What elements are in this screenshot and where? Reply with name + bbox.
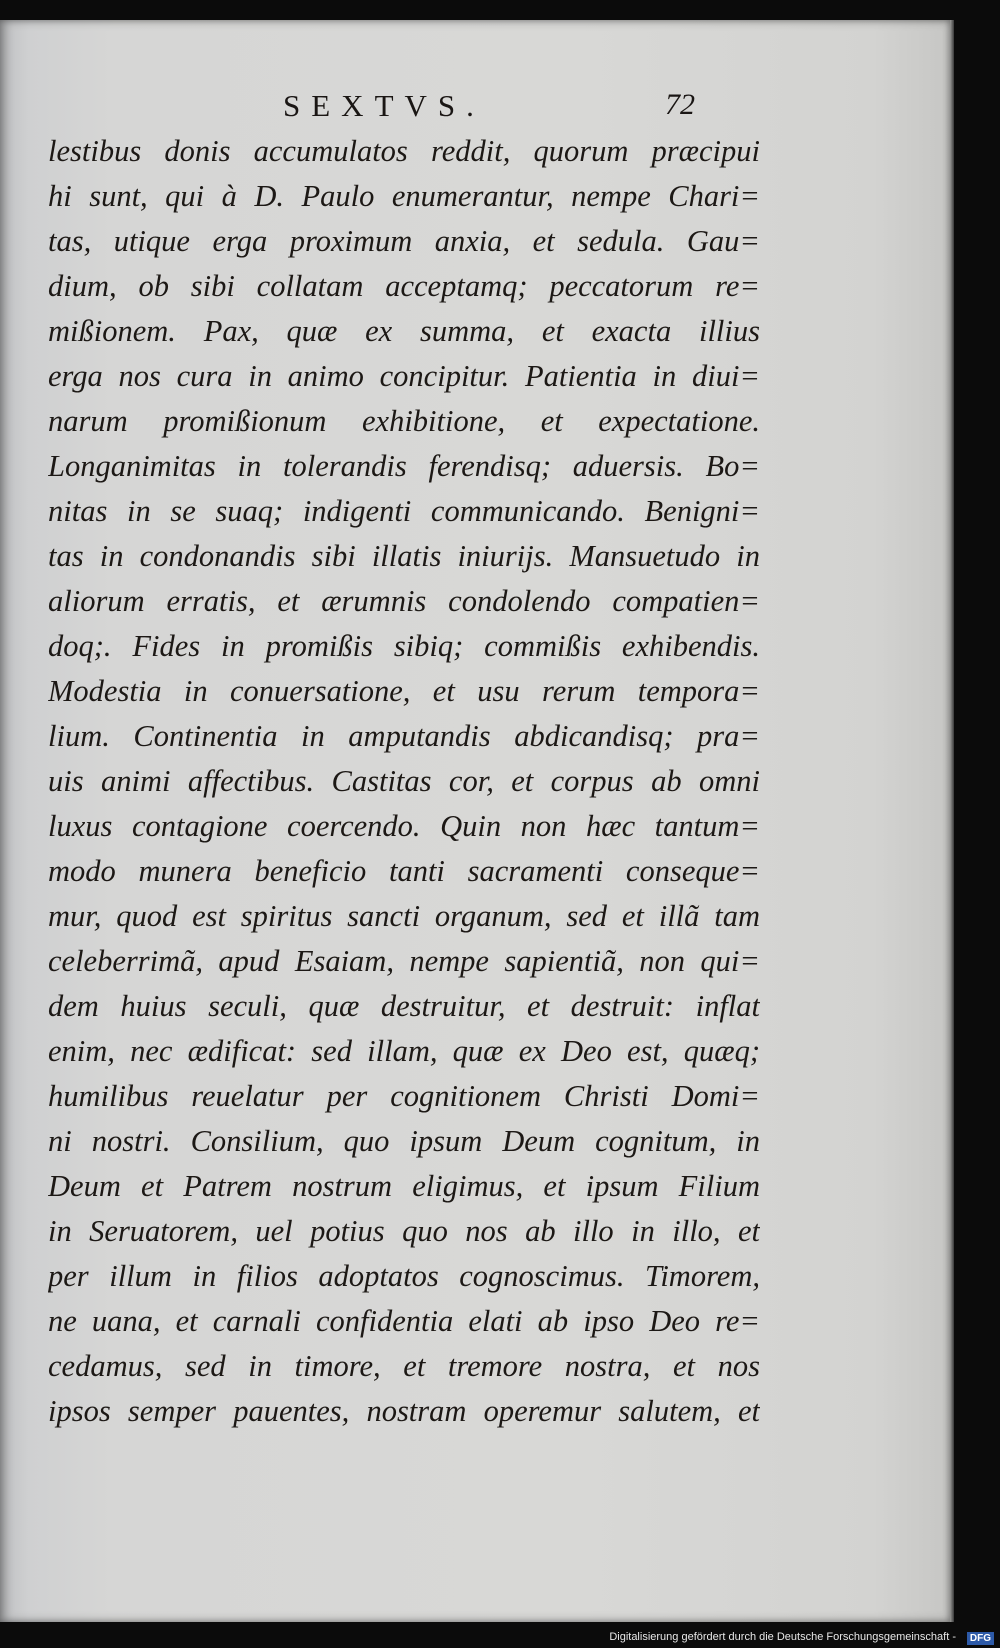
text-line: hi sunt, qui à D. Paulo enumerantur, nempe Chari= [48,179,760,213]
text-line: mißionem. Pax, quæ ex summa, et exacta illius [48,314,760,348]
text-line: cedamus, sed in timore, et tremore nostra, et nos [48,1349,760,1383]
text-line: tas, utique erga proximum anxia, et sedula. Gau= [48,224,760,258]
text-line: luxus contagione coercendo. Quin non hæc tantum= [48,809,760,843]
text-line: per illum in filios adoptatos cognoscimus. Timorem, [48,1259,760,1293]
dfg-logo: DFG [967,1632,994,1645]
text-line: narum promißionum exhibitione, et expectatione. [48,404,760,438]
text-line: lium. Continentia in amputandis abdicandisq; pra= [48,719,760,753]
text-line: uis animi affectibus. Castitas cor, et corpus ab omni [48,764,760,798]
text-line: lestibus donis accumulatos reddit, quorum præcipui [48,134,760,168]
body-text [48,129,760,1434]
text-line: nitas in se suaq; indigenti communicando. Benigni= [48,494,760,528]
text-line: modo munera beneficio tanti sacramenti conseque= [48,854,760,888]
text-line: doq;. Fides in promißis sibiq; commißis exhibendis. [48,629,760,663]
text-line: ne uana, et carnali confidentia elati ab ipso Deo re= [48,1304,760,1338]
text-line: tas in condonandis sibi illatis iniurijs. Mansuetudo in [48,539,760,573]
text-line: in Seruatorem, uel potius quo nos ab illo in illo, et [48,1214,760,1248]
text-line: dium, ob sibi collatam acceptamq; peccatorum re= [48,269,760,303]
page-edge [950,20,954,1622]
text-line: dem huius seculi, quæ destruitur, et destruit: inflat [48,989,760,1023]
text-line: celeberrimã, apud Esaiam, nempe sapientiã, non qui= [48,944,760,978]
text-line: humilibus reuelatur per cognitionem Christi Domi= [48,1079,760,1113]
running-head: SEXTVS. [283,88,485,123]
text-line: ni nostri. Consilium, quo ipsum Deum cognitum, in [48,1124,760,1158]
text-line: enim, nec ædificat: sed illam, quæ ex Deo est, quæq; [48,1034,760,1068]
text-line: aliorum erratis, et ærumnis condolendo compatien= [48,584,760,618]
text-line: ipsos semper pauentes, nostram operemur salutem, et [48,1394,760,1428]
digitization-credit: Digitalisierung gefördert durch die Deutsche Forschungsgemeinschaft - [609,1631,956,1643]
text-line: erga nos cura in animo concipitur. Patientia in diui= [48,359,760,393]
page-number: 72 [665,88,695,121]
text-line: Longanimitas in tolerandis ferendisq; aduersis. Bo= [48,449,760,483]
text-line: Modestia in conuersatione, et usu rerum tempora= [48,674,760,708]
text-line: mur, quod est spiritus sancti organum, sed et illã tam [48,899,760,933]
text-line: Deum et Patrem nostrum eligimus, et ipsum Filium [48,1169,760,1203]
